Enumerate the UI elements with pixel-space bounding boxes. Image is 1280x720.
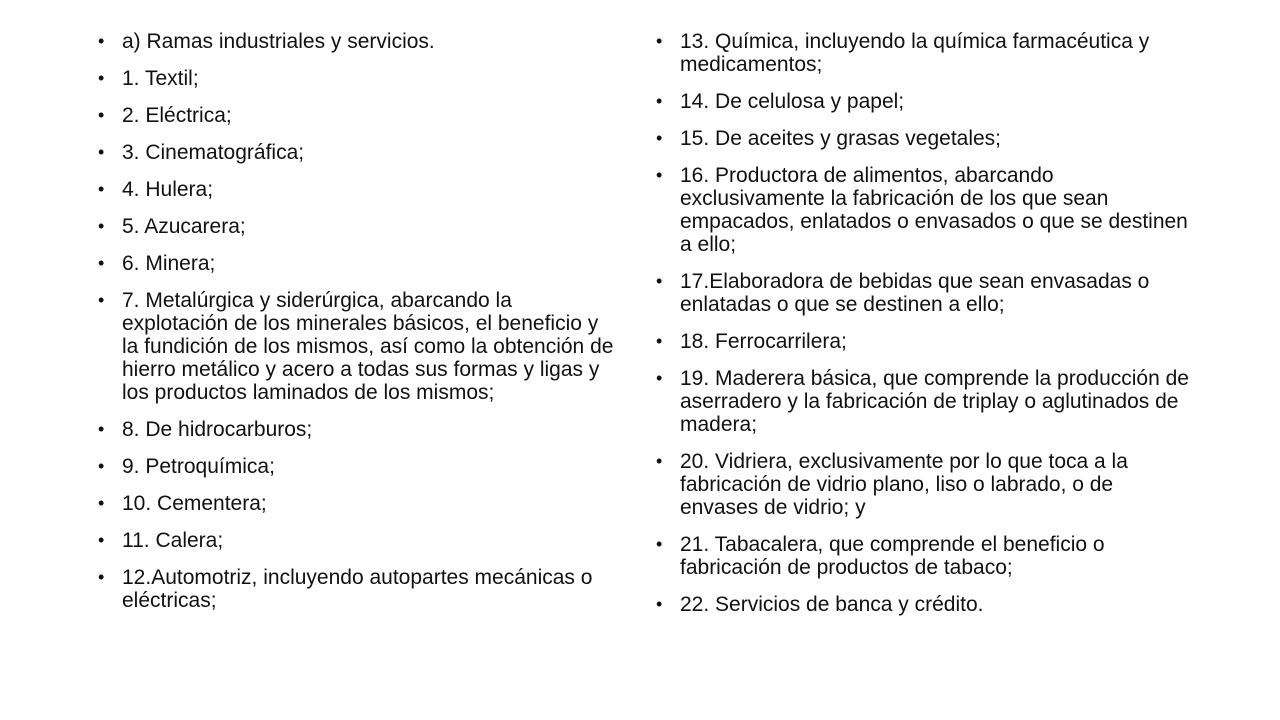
left-column-list [98, 30, 618, 626]
bullet-icon: • [656, 91, 663, 111]
list-item-text: 22. Servicios de banca y crédito. [680, 593, 984, 616]
bullet-icon: • [98, 253, 105, 273]
list-item-text: 8. De hidrocarburos; [122, 418, 313, 441]
list-item-text: 4. Hulera; [122, 178, 214, 201]
bullet-icon: • [656, 534, 663, 554]
bullet-icon: • [98, 530, 105, 550]
list-item-text: 14. De celulosa y papel; [680, 90, 905, 113]
bullet-icon: • [656, 368, 663, 388]
list-item-text: 2. Eléctrica; [122, 104, 232, 127]
bullet-icon: • [656, 594, 663, 614]
list-item [656, 30, 1196, 76]
list-item-text: 17.Elaboradora de bebidas que sean envasadas o enlatadas o que se destinen a ello; [680, 270, 1150, 316]
list-item [98, 178, 618, 201]
list-item-text: a) Ramas industriales y servicios. [122, 30, 435, 53]
list-item-text: 11. Calera; [122, 529, 224, 552]
bullet-icon: • [656, 451, 663, 471]
list-item-text: 16. Productora de alimentos, abarcando exclusivamente la fabricación de los que sean empacados, enlatados o envasados o que se destinen a ello; [680, 164, 1188, 256]
bullet-icon: • [656, 128, 663, 148]
bullet-icon: • [98, 68, 105, 88]
bullet-icon: • [98, 419, 105, 439]
list-item [98, 215, 618, 238]
list-item [656, 127, 1196, 150]
list-item [656, 330, 1196, 353]
list-item [98, 30, 618, 53]
bullet-icon: • [656, 165, 663, 185]
list-item [98, 104, 618, 127]
bullet-icon: • [98, 493, 105, 513]
bullet-icon: • [98, 142, 105, 162]
list-item-text: 6. Minera; [122, 252, 216, 275]
list-item [98, 455, 618, 478]
bullet-icon: • [98, 179, 105, 199]
list-item [656, 90, 1196, 113]
list-item [98, 566, 618, 612]
list-item [98, 418, 618, 441]
list-item [656, 164, 1196, 256]
list-item [98, 141, 618, 164]
list-item-text: 9. Petroquímica; [122, 455, 275, 478]
bullet-icon: • [98, 31, 105, 51]
list-item [98, 492, 618, 515]
list-item-text: 18. Ferrocarrilera; [680, 330, 847, 353]
list-item-text: 7. Metalúrgica y siderúrgica, abarcando la explotación de los minerales básicos, el beneficio y la fundición de los mismos, así como la obtención de hierro metálico y acero a todas sus formas y ligas y los productos laminados de los mismos; [122, 289, 614, 404]
bullet-icon: • [98, 105, 105, 125]
list-item-text: 19. Maderera básica, que comprende la producción de aserradero y la fabricación de triplay o aglutinados de madera; [680, 367, 1189, 436]
list-item [656, 367, 1196, 436]
list-item [98, 67, 618, 90]
list-item [98, 252, 618, 275]
list-item-text: 13. Química, incluyendo la química farmacéutica y medicamentos; [680, 30, 1150, 76]
list-item-text: 15. De aceites y grasas vegetales; [680, 127, 1002, 150]
list-item-text: 20. Vidriera, exclusivamente por lo que toca a la fabricación de vidrio plano, liso o labrado, o de envases de vidrio; y [680, 450, 1128, 519]
list-item-text: 10. Cementera; [122, 492, 267, 515]
bullet-icon: • [98, 216, 105, 236]
list-item [656, 270, 1196, 316]
list-item [656, 593, 1196, 616]
list-item [656, 450, 1196, 519]
list-item-text: 12.Automotriz, incluyendo autopartes mecánicas o eléctricas; [122, 566, 593, 612]
list-item [98, 529, 618, 552]
list-item-text: 5. Azucarera; [122, 215, 246, 238]
bullet-icon: • [656, 31, 663, 51]
bullet-icon: • [98, 567, 105, 587]
bullet-icon: • [656, 331, 663, 351]
list-item-text: 21. Tabacalera, que comprende el beneficio o fabricación de productos de tabaco; [680, 533, 1105, 579]
list-item-text: 3. Cinematográfica; [122, 141, 305, 164]
right-column-list [656, 30, 1196, 630]
list-item [98, 289, 618, 404]
bullet-icon: • [98, 456, 105, 476]
bullet-icon: • [98, 290, 105, 310]
bullet-icon: • [656, 271, 663, 291]
list-item [656, 533, 1196, 579]
list-item-text: 1. Textil; [122, 67, 199, 90]
